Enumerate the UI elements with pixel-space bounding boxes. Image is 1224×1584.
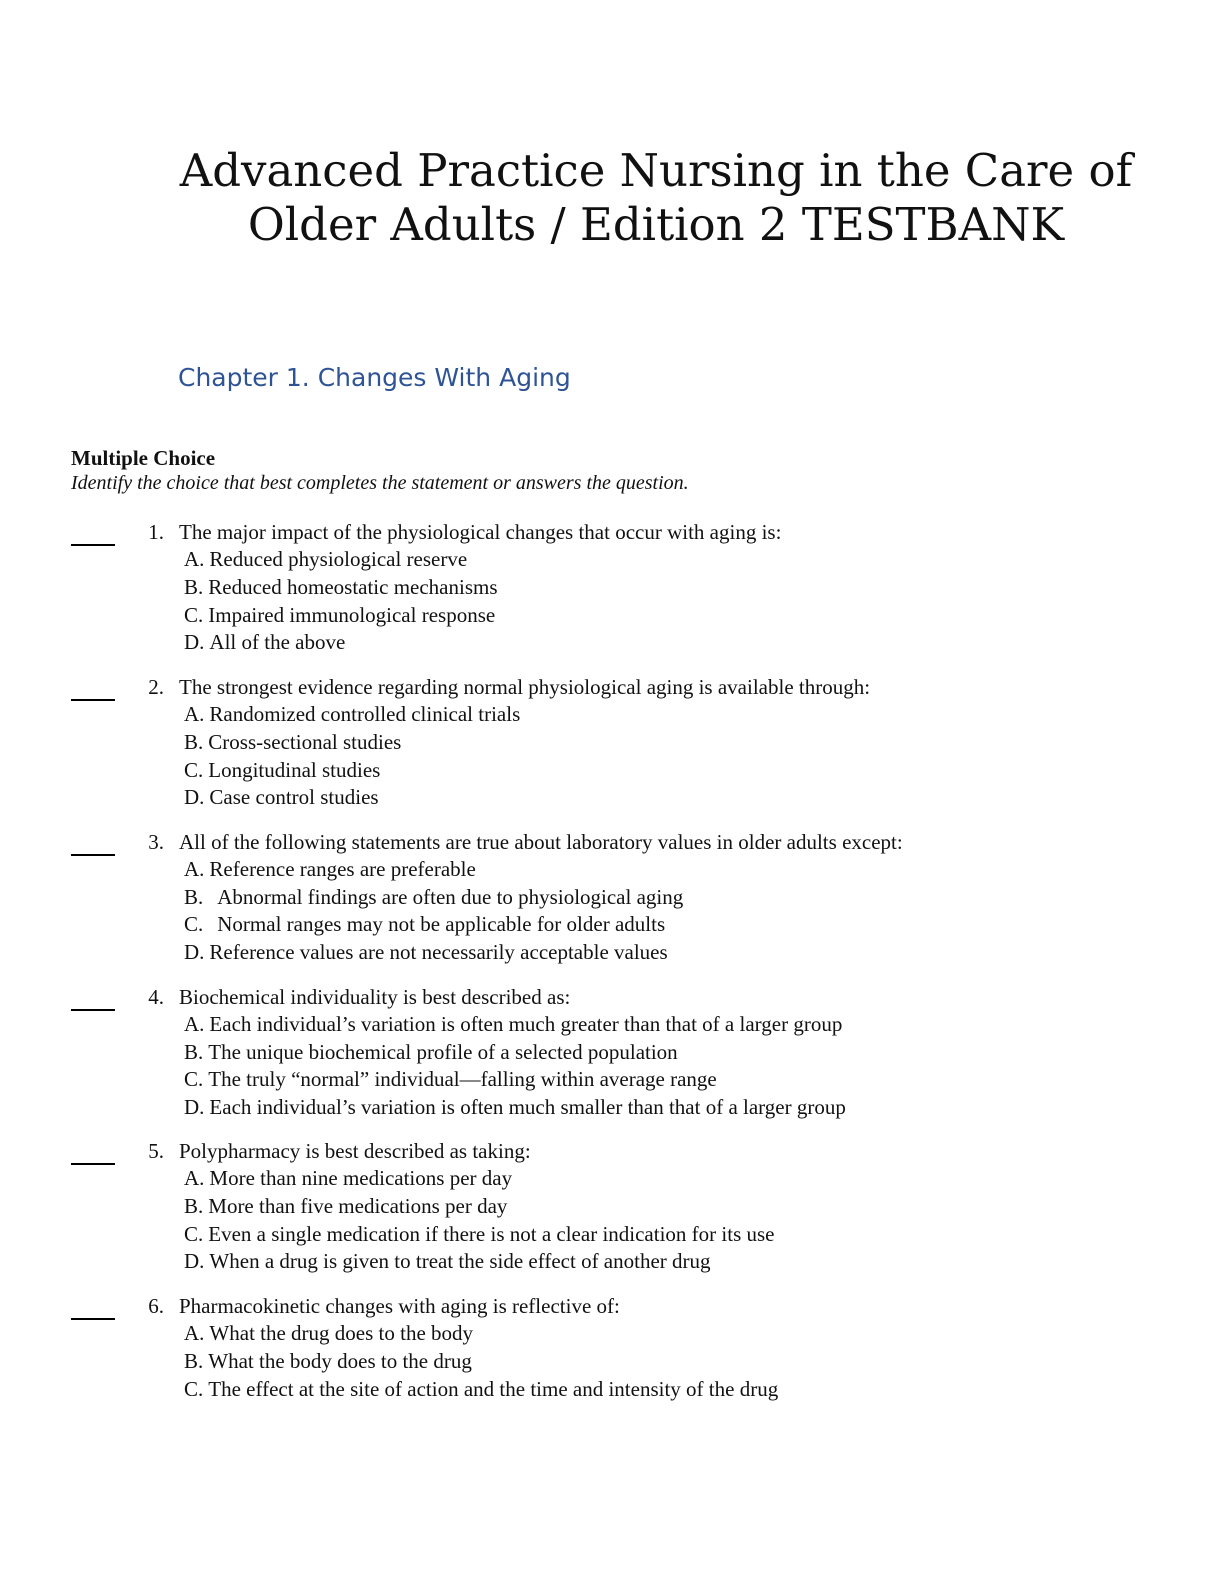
option-b bbox=[184, 729, 401, 756]
option-text: When a drug is given to treat the side effect of another drug bbox=[209, 1249, 711, 1273]
option-text: What the drug does to the body bbox=[209, 1321, 474, 1345]
option-letter: C. bbox=[184, 603, 204, 627]
option-letter: C. bbox=[184, 758, 204, 782]
option-text: Reduced homeostatic mechanisms bbox=[208, 575, 498, 599]
question-number: 2. bbox=[148, 675, 164, 699]
option-letter: C. bbox=[184, 1377, 204, 1401]
option-letter: D. bbox=[184, 630, 205, 654]
option-text: The effect at the site of action and the time and intensity of the drug bbox=[208, 1377, 779, 1401]
option-letter: B. bbox=[184, 1040, 204, 1064]
option-letter: A. bbox=[184, 1166, 205, 1190]
option-text: Reduced physiological reserve bbox=[209, 547, 468, 571]
option-letter: B. bbox=[184, 730, 204, 754]
answer-blank[interactable] bbox=[71, 840, 115, 856]
option-b bbox=[184, 884, 683, 911]
option-text: More than nine medications per day bbox=[209, 1166, 513, 1190]
option-text: Even a single medication if there is not a clear indication for its use bbox=[208, 1222, 775, 1246]
option-letter: A. bbox=[184, 857, 205, 881]
option-a bbox=[184, 701, 520, 728]
question-number: 5. bbox=[148, 1139, 164, 1163]
option-a bbox=[184, 856, 476, 883]
option-letter: A. bbox=[184, 1321, 205, 1345]
option-text: Normal ranges may not be applicable for older adults bbox=[217, 912, 666, 936]
question-stem: Pharmacokinetic changes with aging is reflective of: bbox=[179, 1294, 620, 1318]
question-stem: Polypharmacy is best described as taking: bbox=[179, 1139, 531, 1163]
question-number: 6. bbox=[148, 1294, 164, 1318]
option-letter: B. bbox=[184, 1349, 204, 1373]
option-b bbox=[184, 1348, 472, 1375]
option-text: Case control studies bbox=[209, 785, 379, 809]
option-c bbox=[184, 757, 380, 784]
option-text: Abnormal findings are often due to physiological aging bbox=[217, 885, 684, 909]
option-text: All of the above bbox=[209, 630, 346, 654]
option-letter: A. bbox=[184, 702, 205, 726]
section-heading: Multiple Choice bbox=[71, 446, 216, 470]
option-d bbox=[184, 784, 379, 811]
question-number: 4. bbox=[148, 985, 164, 1009]
option-c bbox=[184, 1066, 717, 1093]
option-text: What the body does to the drug bbox=[208, 1349, 472, 1373]
option-text: More than five medications per day bbox=[208, 1194, 508, 1218]
option-d bbox=[184, 1248, 711, 1275]
option-b bbox=[184, 574, 498, 601]
document-title-line-2: Older Adults / Edition 2 TESTBANK bbox=[247, 198, 1065, 251]
option-letter: C. bbox=[184, 912, 204, 936]
answer-blank[interactable] bbox=[71, 1149, 115, 1165]
option-d bbox=[184, 629, 345, 656]
option-letter: D. bbox=[184, 940, 205, 964]
question-stem: Biochemical individuality is best described as: bbox=[179, 985, 571, 1009]
option-a bbox=[184, 1320, 473, 1347]
option-text: Reference ranges are preferable bbox=[209, 857, 476, 881]
question-stem: All of the following statements are true about laboratory values in older adults except: bbox=[179, 830, 903, 854]
option-text: Impaired immunological response bbox=[208, 603, 496, 627]
option-text: The truly “normal” individual—falling within average range bbox=[208, 1067, 717, 1091]
document-title-line-1: Advanced Practice Nursing in the Care of bbox=[179, 144, 1133, 197]
option-letter: D. bbox=[184, 1095, 205, 1119]
option-a bbox=[184, 546, 467, 573]
question-stem: The major impact of the physiological changes that occur with aging is: bbox=[179, 520, 782, 544]
option-text: Cross-sectional studies bbox=[208, 730, 402, 754]
option-c bbox=[184, 1376, 778, 1403]
chapter-heading: Chapter 1. Changes With Aging bbox=[178, 363, 571, 392]
option-letter: B. bbox=[184, 575, 204, 599]
option-letter: A. bbox=[184, 547, 205, 571]
answer-blank[interactable] bbox=[71, 685, 115, 701]
option-d bbox=[184, 1094, 846, 1121]
answer-blank[interactable] bbox=[71, 530, 115, 546]
option-c bbox=[184, 602, 495, 629]
question-number: 1. bbox=[148, 520, 164, 544]
option-c bbox=[184, 1221, 775, 1248]
answer-blank[interactable] bbox=[71, 1304, 115, 1320]
option-text: Each individual’s variation is often much greater than that of a larger group bbox=[209, 1012, 843, 1036]
instructions-text: Identify the choice that best completes the statement or answers the question. bbox=[71, 472, 689, 494]
option-c bbox=[184, 911, 665, 938]
option-letter: A. bbox=[184, 1012, 205, 1036]
option-text: The unique biochemical profile of a selected population bbox=[208, 1040, 678, 1064]
answer-blank[interactable] bbox=[71, 995, 115, 1011]
option-letter: C. bbox=[184, 1222, 204, 1246]
option-a bbox=[184, 1011, 842, 1038]
option-b bbox=[184, 1193, 507, 1220]
option-text: Randomized controlled clinical trials bbox=[209, 702, 521, 726]
option-text: Each individual’s variation is often much smaller than that of a larger group bbox=[209, 1095, 846, 1119]
option-text: Longitudinal studies bbox=[208, 758, 381, 782]
option-letter: D. bbox=[184, 785, 205, 809]
option-letter: B. bbox=[184, 1194, 204, 1218]
option-letter: D. bbox=[184, 1249, 205, 1273]
question-stem: The strongest evidence regarding normal physiological aging is available through: bbox=[179, 675, 871, 699]
option-d bbox=[184, 939, 668, 966]
option-letter: C. bbox=[184, 1067, 204, 1091]
option-b bbox=[184, 1039, 678, 1066]
question-number: 3. bbox=[148, 830, 164, 854]
option-letter: B. bbox=[184, 885, 204, 909]
option-a bbox=[184, 1165, 512, 1192]
option-text: Reference values are not necessarily acceptable values bbox=[209, 940, 668, 964]
